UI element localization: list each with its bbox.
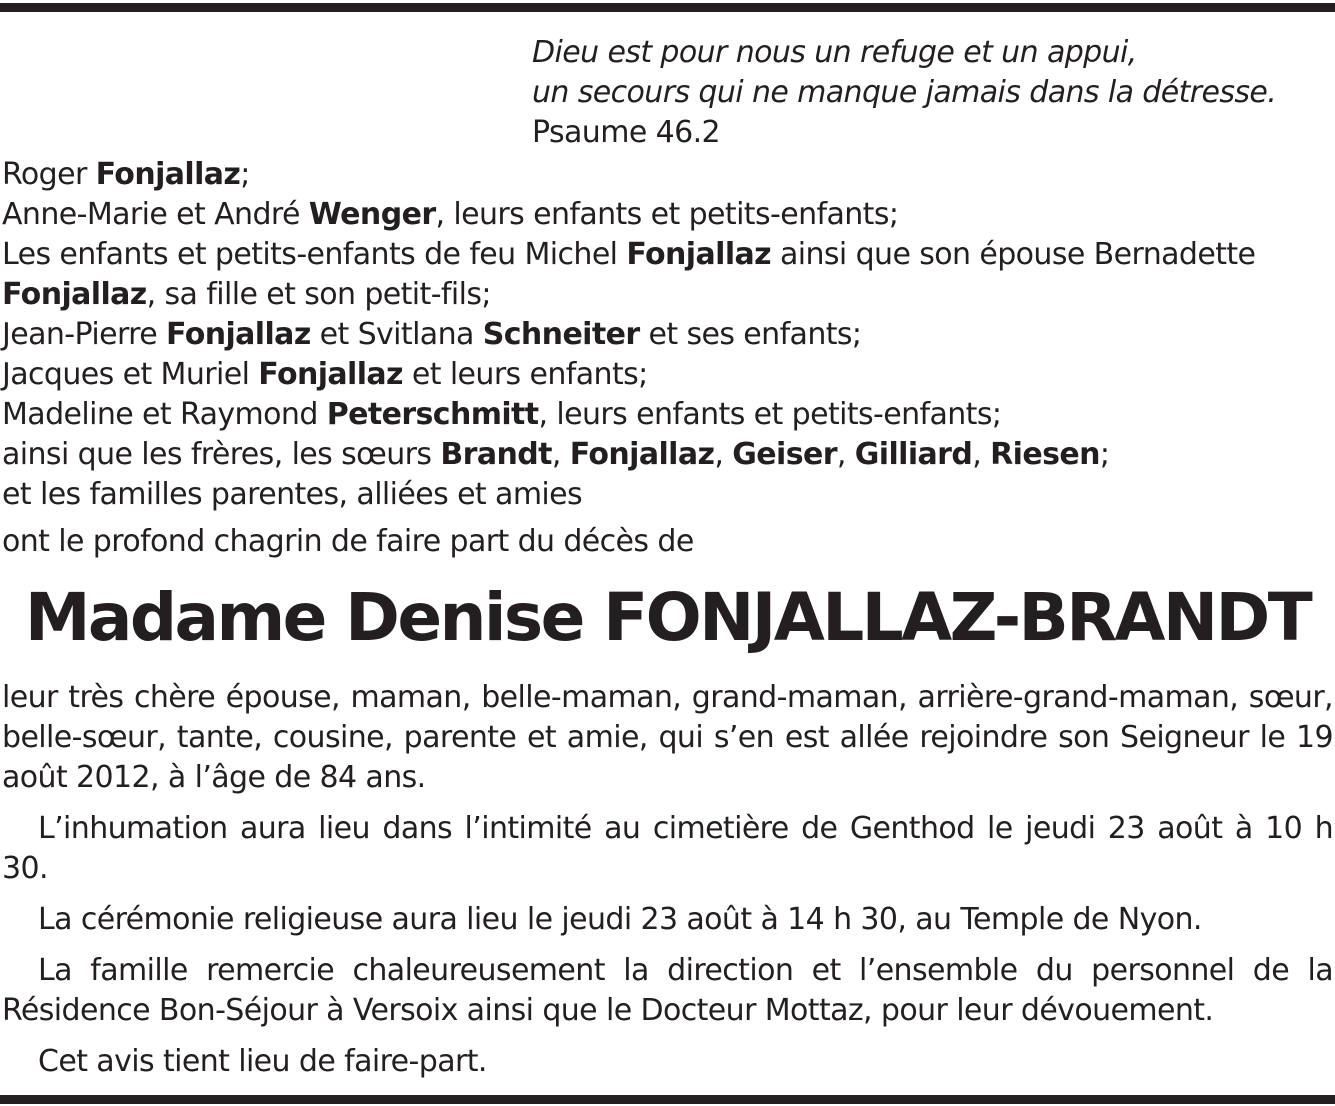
bible-verse: [532, 33, 1276, 153]
mourner-line: et les familles parentes, alliées et amies: [2, 477, 583, 512]
top-border-rule: [0, 3, 1335, 12]
notice-paragraph: Cet avis tient lieu de faire-part.: [38, 1044, 487, 1079]
deceased-name-heading: Madame Denise FONJALLAZ-BRANDT: [24, 579, 1311, 656]
mourner-line: Jacques et Muriel Fonjallaz et leurs enfants;: [2, 357, 648, 392]
mourner-line: Fonjallaz, sa fille et son petit-fils;: [2, 277, 491, 312]
verse-line-1: Dieu est pour nous un refuge et un appui,: [532, 35, 1137, 70]
mourner-line: Anne-Marie et André Wenger, leurs enfants et petits-enfants;: [2, 197, 899, 232]
mourners-list: [2, 155, 1333, 515]
mourner-line: Jean-Pierre Fonjallaz et Svitlana Schneiter et ses enfants;: [2, 317, 862, 352]
description-paragraph: leur très chère épouse, maman, belle-maman, grand-maman, arrière-grand-maman, sœur, belle-sœur, tante, cousine, parente et amie, qui s’en est allée rejoindre son Seigneur le 19 août 2012, à l’âge de 84 ans.: [2, 680, 1333, 795]
bottom-border-rule: [0, 1095, 1335, 1104]
verse-reference: Psaume 46.2: [532, 115, 721, 150]
burial-paragraph: L’inhumation aura lieu dans l’intimité au cimetière de Genthod le jeudi 23 août à 10 h 30.: [2, 811, 1333, 886]
announcement-line: ont le profond chagrin de faire part du décès de: [2, 524, 694, 559]
mourner-line: ainsi que les frères, les sœurs Brandt, Fonjallaz, Geiser, Gilliard, Riesen;: [2, 437, 1110, 472]
ceremony-paragraph: La cérémonie religieuse aura lieu le jeudi 23 août à 14 h 30, au Temple de Nyon.: [38, 902, 1202, 937]
notice-body: [2, 678, 1333, 1093]
mourner-line: Roger Fonjallaz;: [2, 157, 250, 192]
verse-line-2: un secours qui ne manque jamais dans la détresse.: [532, 75, 1277, 110]
mourner-line: Madeline et Raymond Peterschmitt, leurs enfants et petits-enfants;: [2, 397, 1002, 432]
mourner-line: Les enfants et petits-enfants de feu Michel Fonjallaz ainsi que son épouse Bernadette: [2, 237, 1256, 272]
thanks-paragraph: La famille remercie chaleureusement la direction et l’ensemble du personnel de la Résidence Bon-Séjour à Versoix ainsi que le Docteur Mottaz, pour leur dévouement.: [2, 953, 1333, 1028]
